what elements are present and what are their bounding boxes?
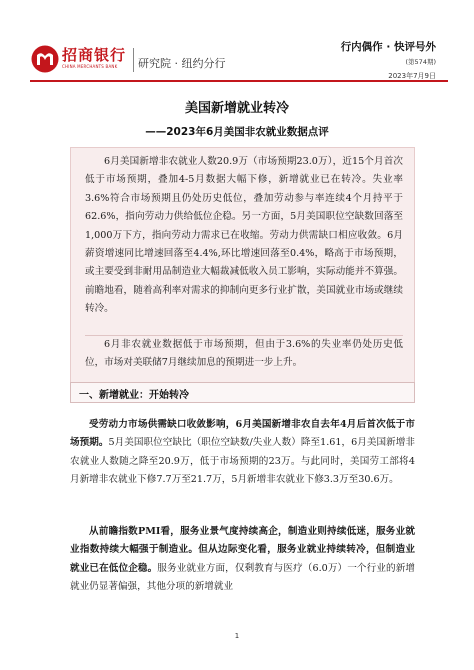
summary-paragraph-2: 6月非农就业数据低于市场预期，但由于3.6%的失业率仍处历史低位，市场对美联储7月继续加息的预期进一步上升。	[85, 339, 403, 369]
issue-number: (第574期)	[405, 58, 436, 66]
section-heading-bar	[70, 382, 415, 403]
report-subtitle: ——2023年6月美国非农就业数据点评	[145, 126, 329, 138]
summary-paragraph-1: 6月美国新增非农就业人数20.9万（市场预期23.0万），近15个月首次低于市场预期，叠加4-5月数据大幅下修，新增就业已在转冷。失业率3.6%符合市场预期且仍处历史低位，叠加劳动参与率连续4个月持平于62.6%，指向劳动力供给低位企稳。另一方面，5月美国职位空缺数回落至1,000万下方，指向劳动力需求已在收缩。劳动力供需缺口相应收敛。6月薪资增速同比增速回落至4.4%,环比增速回落至0.4%，略高于市场预期，或主要受到非耐用品制造业大幅裁减低收入员工影响，实际动能并不算强。前瞻地看，随着高利率对需求的抑制向更多行业扩散，美国就业市场或继续转冷。	[85, 156, 403, 315]
header-rule	[30, 80, 448, 82]
bank-name-cn: 招商银行	[62, 46, 127, 64]
body-paragraph-2-text: 服务业就业方面，仅剩教育与医疗（6.0万）一个行业的新增就业仍显著偏强，其他分项的新增就业	[70, 562, 416, 593]
department-label: 研究院 · 纽约分行	[138, 57, 226, 70]
page-number: 1	[234, 632, 240, 640]
report-header	[0, 0, 474, 80]
section-title: 一、新增就业：开始转冷	[79, 390, 189, 401]
body-paragraph-1-lead: 受劳动力市场供需缺口收敛影响，6月美国新增非农自去年4月后首次低于市场预期。	[70, 419, 415, 449]
body-paragraph-1-text: 5月美国职位空缺比（职位空缺数/失业人数）降至1.61，6月美国新增非农就业人数随之降至20.9万，低于市场预期的23万。与此同时，美国劳工部将4月新增非农就业下修7.7万至21.7万，5月新增非农就业下修3.3万至30.6万。	[70, 437, 415, 486]
body-paragraph-2	[70, 523, 415, 597]
header-divider	[133, 48, 134, 72]
cmb-logo-icon	[30, 44, 60, 74]
report-title: 美国新增就业转冷	[184, 101, 289, 116]
report-date: 2023年7月9日	[388, 72, 436, 80]
bank-name-en: CHINA MERCHANTS BANK	[62, 64, 118, 69]
header-meta	[341, 39, 436, 81]
body-paragraph-1	[70, 416, 415, 490]
body-paragraph-2-lead: 从前瞻指数PMI看，服务业景气度持续高企，制造业则持续低迷，服务业就业指数持续大幅强于制造业。但从边际变化看，服务业就业持续转冷，但制造业就业已在低位企稳。	[70, 526, 415, 574]
doc-type-label: 行内偶作 · 快评号外	[340, 41, 436, 53]
summary-box	[70, 147, 415, 384]
